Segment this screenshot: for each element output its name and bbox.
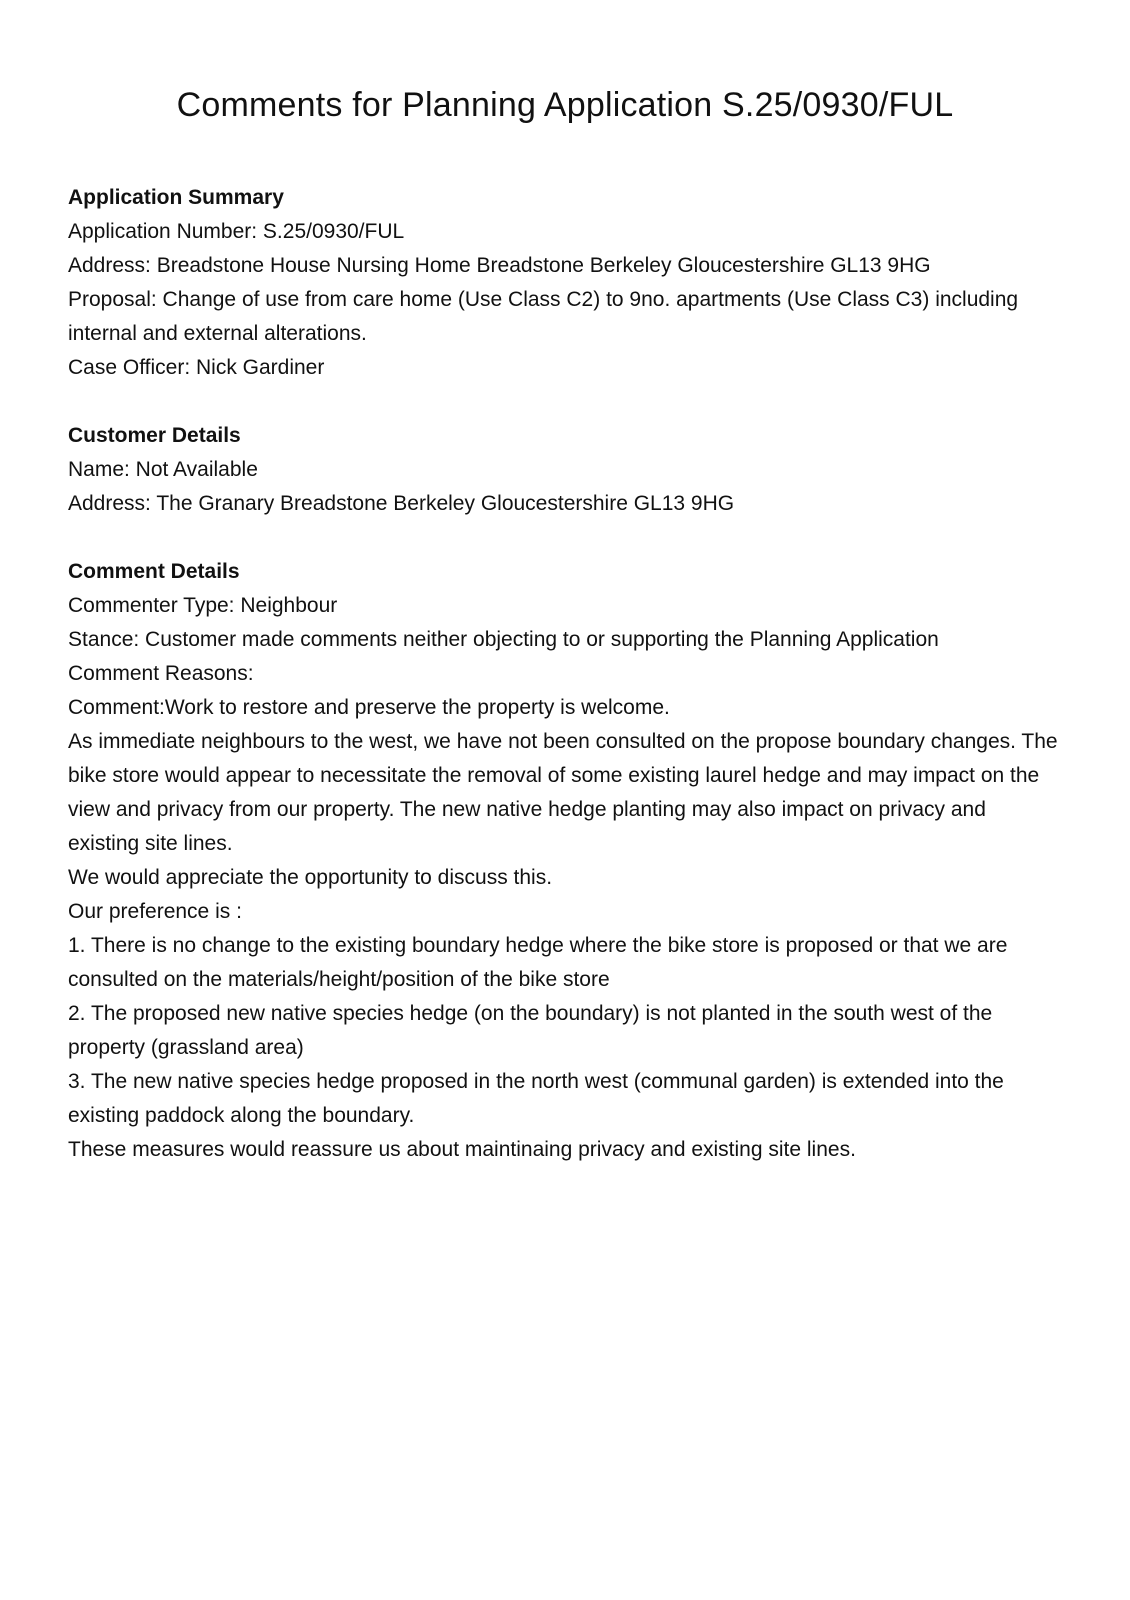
customer-name: Name: Not Available (68, 458, 258, 481)
customer-address: Address: The Granary Breadstone Berkeley Gloucestershire GL13 9HG (68, 492, 735, 515)
comment-line: 2. The proposed new native species hedge (on the boundary) is not planted in the south west of the property (grassland area) (68, 1002, 993, 1059)
comment-line: 1. There is no change to the existing boundary hedge where the bike store is proposed or that we are consulted on the materials/height/position of the bike store (68, 934, 1008, 991)
application-proposal: Proposal: Change of use from care home (Use Class C2) to 9no. apartments (Use Class C3) including internal and external alterations. (68, 288, 1019, 345)
document-body (68, 181, 1058, 1201)
case-officer: Case Officer: Nick Gardiner (68, 356, 325, 379)
comment-line: As immediate neighbours to the west, we have not been consulted on the propose boundary changes. The bike store would appear to necessitate the removal of some existing laurel hedge and may impact on the view and privacy from our property. The new native hedge planting may also impact on privacy and existing site lines. (68, 730, 1058, 855)
application-number: Application Number: S.25/0930/FUL (68, 220, 405, 243)
comment-details-section (68, 555, 1058, 1167)
page-title: Comments for Planning Application S.25/0930/FUL (176, 86, 954, 124)
application-address: Address: Breadstone House Nursing Home Breadstone Berkeley Gloucestershire GL13 9HG (68, 254, 931, 277)
comment-details-heading: Comment Details (68, 560, 240, 583)
comment-line: These measures would reassure us about maintinaing privacy and existing site lines. (68, 1138, 856, 1161)
comment-reasons: Comment Reasons: (68, 662, 254, 685)
customer-details-heading: Customer Details (68, 424, 241, 447)
application-summary-section (68, 181, 1058, 385)
comment-stance: Stance: Customer made comments neither objecting to or supporting the Planning Application (68, 628, 939, 651)
commenter-type: Commenter Type: Neighbour (68, 594, 338, 617)
comment-line: We would appreciate the opportunity to discuss this. (68, 866, 553, 889)
comment-line: 3. The new native species hedge proposed in the north west (communal garden) is extended into the existing paddock along the boundary. (68, 1070, 1004, 1127)
customer-details-section (68, 419, 1058, 521)
application-summary-heading: Application Summary (68, 186, 284, 209)
comment-line: Comment:Work to restore and preserve the property is welcome. (68, 696, 670, 719)
comment-line: Our preference is : (68, 900, 242, 923)
